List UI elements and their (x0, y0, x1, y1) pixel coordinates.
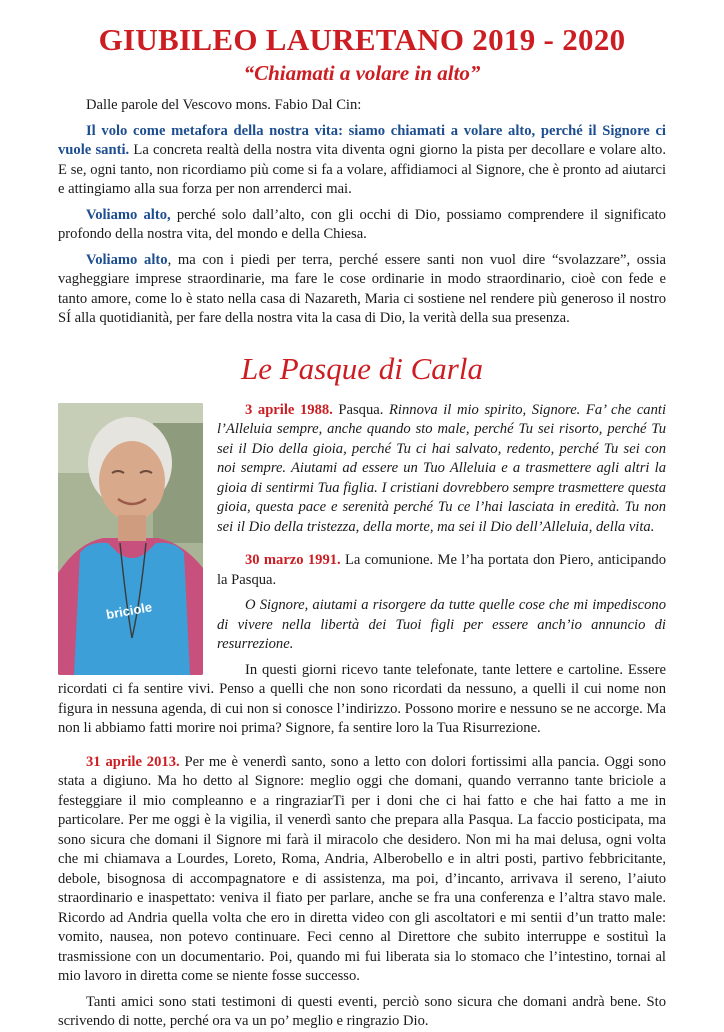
intro-highlight-2: Voliamo alto, (86, 206, 171, 223)
apron-logo-text: briciole (104, 598, 154, 622)
page-title: GIUBILEO LAURETANO 2019 - 2020 (98, 22, 626, 57)
entry-2013-text: Per me è venerdì santo, sono a letto con dolori fortissimi alla pancia. Oggi sono stata a digiuno. Ma ho detto al Signore: meglio oggi che domani, quando verranno tante briciole a festeggiare il mio compleanno e a ringraziarTi per i doni che ci hai fatto e che hai fatto a me in particolare. Per me oggi è la vigilia, il venerdì santo che prepara alla Pasqua. La faccio posticipata, ma sono sicura che domani il Signore mi farà il miracolo che desidero. Non mi ha mai delusa, ogni volta che mi chiamava a Lourdes, Loreto, Roma, Andria, Alberobello e in altri posti, partivo febbricitante, debole, bisognosa di accompagnatore e di assistenza, ma poi, d’incanto, arrivava il sereno, l’aiuto straordinario e inaspettato: veniva il fiato per parlare, anche se fra una conferenza e l’altra stavo male. Ricordo ad Andria quella volta che ero in diretta video con gli ascoltatori e mi sentii d’un tratto male: vomito, nausea, non potevo continuare. Feci cenno al Direttore che subito interruppe e sostituì la trasmissione con un documentario. Poi, quando mi fui liberata sia lo stomaco che l’intestino, tornai al mio lavoro in diretta come se niente fosse successo. (58, 753, 666, 984)
entry-2013-date: 31 aprile 2013. (86, 753, 180, 770)
intro-text-2: perché solo dall’alto, con gli occhi di Dio, possiamo comprendere il significato profondo della nostra vita, del mondo e della Chiesa. (58, 206, 666, 242)
intro-highlight-3: Voliamo alto (86, 251, 168, 268)
entry-1988-lead: Pasqua. (332, 401, 390, 418)
section-title: Le Pasque di Carla (241, 350, 483, 386)
portrait-photo (58, 403, 203, 675)
entry-1991-prayer-text: O Signore, aiutami a risorgere da tutte quelle cose che mi impediscono di vivere nella libertà dei Tuoi figli per essere anch’io annuncio di resurrezione. (217, 597, 666, 652)
entry-1991-reflection: In questi giorni ricevo tante telefonate, tante lettere e cartoline. Essere ricordati ci fa sentire vivi. Penso a quelli che non sono ricordati da nessuno, a quelli il cui nome non figura in nessuna agenda, di cui non si conosce l’indirizzo. Possono morire e nessuno se ne accorge. Ma non li abbiamo fatti morire noi prima? Signore, fa sentire loro la Tua Risurrezione. (58, 661, 666, 736)
intro-text-3: , ma con i piedi per terra, perché essere santi non vuol dire “svolazzare”, ossia vagheggiare imprese straordinarie, ma fare le cose ordinarie in modo straordinario, cioè con fede e tanto amore, come lo è stato nella casa di Nazareth, Maria ci sostiene nel rendere più generoso il nostro SÍ alla quotidianità, per fare della nostra vita la casa di Dio, la verità della sua presenza. (58, 251, 666, 326)
entry-2013 (58, 753, 666, 987)
page-subtitle: “Chiamati a volare in alto” (243, 61, 481, 85)
portrait-illustration (58, 403, 203, 675)
entry-1991-date: 30 marzo 1991. (245, 552, 341, 568)
intro-paragraph-1 (58, 122, 666, 200)
intro-paragraph-2 (58, 206, 666, 245)
intro-highlight-1: Il volo come metafora della nostra vita: siamo chiamati a volare alto, perché il Signore ci vuole santi. (58, 122, 666, 158)
intro-paragraph-3 (58, 251, 666, 329)
entry-2013-closing: Tanti amici sono stati testimoni di questi eventi, perciò sono sicura che domani andrà bene. Sto scrivendo di notte, perché ora va un po’ meglio e ringrazio Dio. (58, 993, 666, 1029)
intro-text-1: La concreta realtà della nostra vita diventa ogni giorno la pista per decollare e volare alto. E se, ogni tanto, non ricordiamo più come si fa a volare, affidiamoci al Signore, che è pronto ad aiutarci e attingiamo alla sua forza per non arrenderci mai. (58, 142, 667, 197)
intro-attribution: Dalle parole del Vescovo mons. Fabio Dal Cin: (86, 97, 362, 113)
entry-1988-prayer: Rinnova il mio spirito, Signore. Fa’ che canti l’Alleluia sempre, anche quando sto male, perché Tu sei risorto, perché Tu sei il Dio della gioia, perché Tu ci hai salvato, redento, perché Tu sei con noi sempre. Aiutami ad essere un Tuo Alleluia e a trasmettere agli altri la gioia di sentirmi Tua figlia. I cristiani dovrebbero sempre trasmettere questa gioia, questa pace e serenità perché Tu ce l’hai lasciata in eredità. Tu non sei il Dio della tristezza, della morte, ma sei il Dio dell’Alleluia, della vita. (217, 401, 666, 535)
entry-1988-date: 3 aprile 1988. (245, 401, 333, 418)
entry-1991-text: La comunione. Me l’ha portata don Piero, anticipando la Pasqua. (217, 552, 666, 588)
